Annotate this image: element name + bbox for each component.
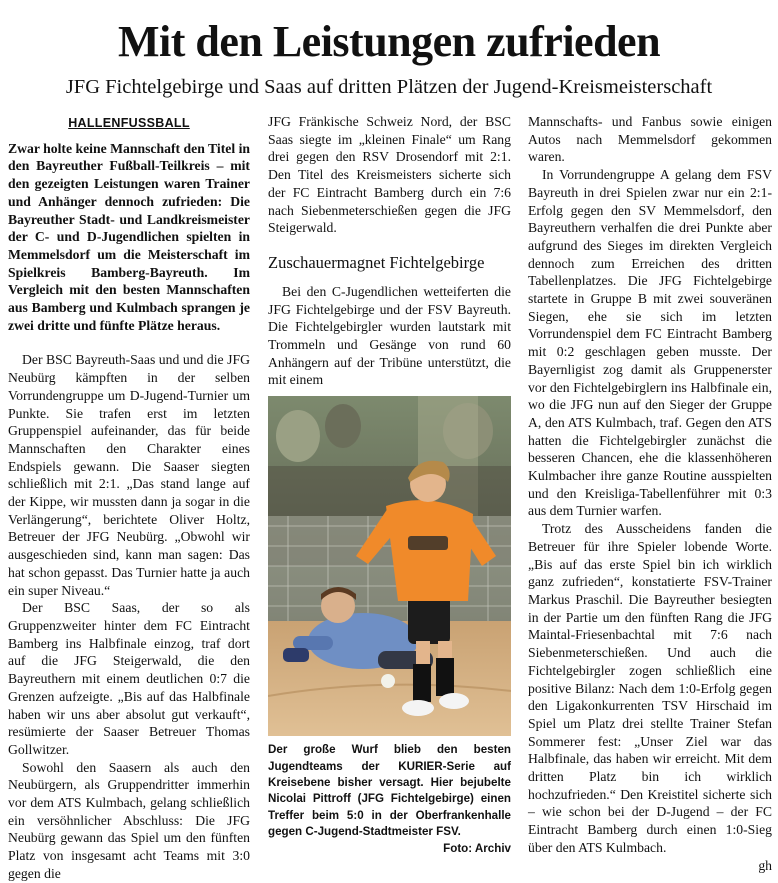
body-paragraph: In Vorrundengruppe A gelang dem FSV Bayreuth in drei Spielen zwar nur ein 2:1-Erfolg gegen den SV Memmelsdorf, den Bayreuthern verhalfen die drei Punkte aber aufgrund des Sieges im direkten Vergleich dennoch zum Erreichen des dritten Tabellenplatzes. Die JFG Fichtelgebirge startete in Gruppe B mit zwei souveränen Siegen, ehe sie sich im letzten Vorrundenspiel dem FC Eintracht Bamberg mit 0:2 geschlagen geben musste. Der Bayernligist zog damit als Gruppenerster vor den Fichtelgebirglern ins Halbfinale ein, wo die JFG nun auf den Sieger der Gruppe A, den ATS Kulmbach, traf. Gegen den ATS hatten die Fichtelgebirgler zunächst die besseren Chancen, ehe die klassenhöheren Kulmbacher ihre ganze Routine ausspielten und den Kreisliga-Tabellenführer mit 0:3 aus dem Turnier warfen. xyxy=(528,167,772,519)
body-paragraph: JFG Fränkische Schweiz Nord, der BSC Saas siegte im „kleinen Finale“ um Rang drei gegen den RSV Drosendorf mit 2:1. Den Titel des Kreismeisters sicherte sich der FC Eintracht Bamberg durch ein 7:6 nach Siebenmeterschießen gegen die JFG Steigerwald. xyxy=(268,114,511,236)
photo-credit: Foto: Archiv xyxy=(443,841,511,855)
column-3 xyxy=(528,113,772,874)
lead-paragraph: Zwar holte keine Mannschaft den Titel in den Bayreuther Fußball-Teilkreis – mit den gezeigten Leistungen waren Trainer und Anhänger dennoch zufrieden: Die Bayreuther Stadt- und Landkreismeister der C- und D-Jugendlichen spielten in Memmelsdorf um die Meisterschaft im Spielkreis Bamberg-Bayreuth. Im Vergleich mit den besten Mannschaften aus Bamberg und Kulmbach sprangen je zwei dritte und fünfte Plätze heraus. xyxy=(8,140,250,333)
body-paragraph: Der BSC Saas, der so als Gruppenzweiter hinter dem FC Eintracht Bamberg ins Halbfinale einzog, traf dort auf die JFG Steigerwald, die den Bayreuthern mit einem deutlichen 0:7 die Grenzen aufzeigte. „Bis auf das Halbfinale haben wir uns aber absolut gut verkauft“, resümierte der Saaser Betreuer Thomas Gollwitzer. xyxy=(8,600,250,757)
body-paragraph: Mannschafts- und Fanbus sowie einigen Autos nach Memmelsdorf gekommen waren. xyxy=(528,114,772,165)
column-1 xyxy=(8,113,250,883)
intertitle: Zuschauermagnet Fichtelgebirge xyxy=(268,252,485,272)
body-paragraph: Bei den C-Jugendlichen wetteiferten die JFG Fichtelgebirge und der FSV Bayreuth. Die Fichtelgebirgler wurden lautstark mit Trommeln und Gesänge von rund 60 Anhängern auf der Tribüne unterstützt, die mit einem xyxy=(268,283,511,388)
subheadline: JFG Fichtelgebirge und Saas auf dritten Plätzen der Jugend-Kreismeisterschaft xyxy=(65,76,713,98)
article-photo xyxy=(268,396,511,736)
headline: Mit den Leistungen zufrieden xyxy=(117,17,661,66)
column-2 xyxy=(268,113,511,857)
body-paragraph: Der BSC Bayreuth-Saas und und die JFG Neubürg kämpften in der selben Vorrundengruppe um D-Jugend-Turnier um Punkte. Sie trafen erst im letzten Gruppenspiel aufeinander, das für beide Mannschaften den Charakter eines Endspiels gewann. Die Saaser siegten schließlich mit 2:1. „Das stand lange auf der Kippe, wir mussten dann ja sogar in die Verlängerung“, berichtete Oliver Holtz, Betreuer der JFG Neubürg. „Obwohl wir ausgeschieden sind, kann man sagen: Das hat schon gepasst. Das Turnier hatte ja auch ein super Niveau.“ xyxy=(8,352,250,598)
photo-caption-text: Der große Wurf blieb den besten Jugendteams der KURIER-Serie auf Kreisebene bisher versagt. Hier bejubelte Nicolai Pittroff (JFG Fichtelgebirge) einen Treffer beim 5:0 in der Oberfrankenhalle gegen C-Jugend-Stadtmeister FSV. xyxy=(268,743,511,839)
body-paragraph: Sowohl den Saasern als auch den Neubürgern, als Gruppendritter immerhin vor dem ATS Kulmbach, gelang schließlich ein versöhnlicher Abschluss: Die JFG Neubürg gewann das Spiel um den fünften Platz von insgesamt acht Teams mit 3:0 gegen die xyxy=(8,759,250,881)
photo-caption xyxy=(268,742,511,855)
section-kicker: HALLENFUSSBALL xyxy=(68,116,190,130)
body-paragraph: Trotz des Ausscheidens fanden die Betreuer für ihre Spieler lobende Worte. „Bis auf das erste Spiel bin ich wirklich ganz zufrieden“, konstatierte FSV-Trainer Markus Praschil. Die Bayreuther besiegten in der Partie um den fünften Rang die JFG Maintal-Friesenbachtal mit 7:6 nach Siebenmeterschießen. Und auch die Fichtelgebirgler zogen schließlich eine positive Bilanz: Nach dem 1:0-Erfolg gegen den Ligakonkurrenten TSV Hirschaid im Spiel um Platz drei stellte Trainer Stefan Sommerer fest: „Unser Ziel war das Halbfinale, das haben wir erreicht. Mit dem dritten Platz bin ich wirklich hochzufrieden.“ Den Kreistitel sicherte sich – wie schon bei der D-Jugend – der FC Eintracht Bamberg durch einen 1:0-Sieg über den ATS Kulmbach. xyxy=(528,521,772,855)
author-initials: gh xyxy=(758,857,772,873)
futsal-photo-illustration xyxy=(268,396,511,736)
